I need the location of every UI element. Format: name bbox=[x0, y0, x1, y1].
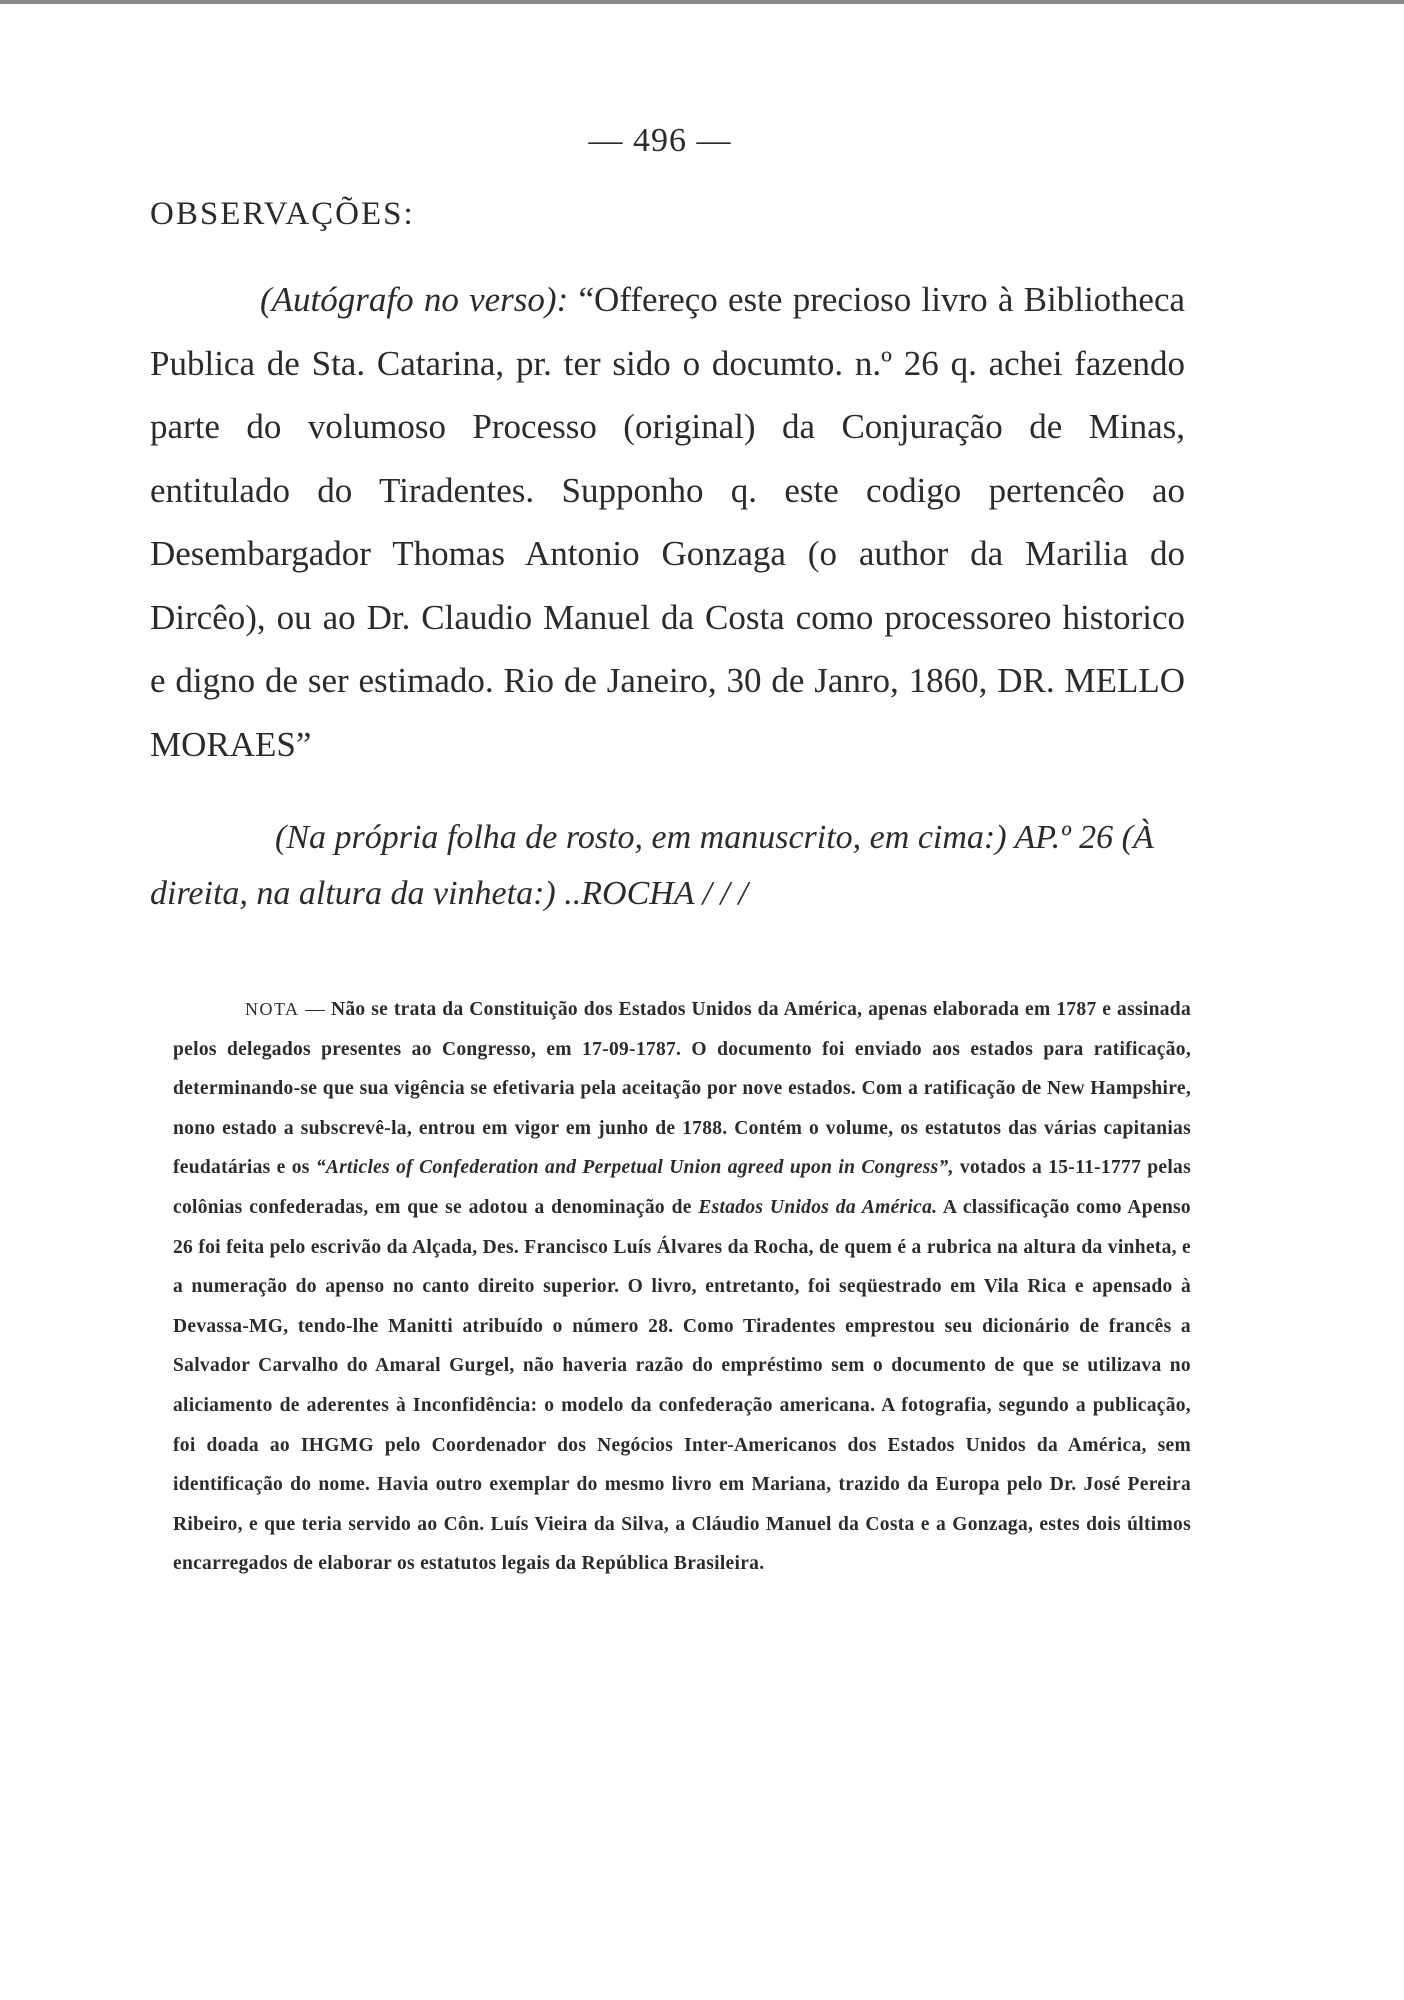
note-text-part3: A classificação como Apenso 26 foi feita pelo escrivão da Alçada, Des. Francisco Luís Álvares da Rocha, de quem é a rubrica na altura da vinheta, e a numeração do apenso no canto direito superior. O livro, entretanto, foi seqüestrado em Vila Rica e apensado à Devassa-MG, tendo-lhe Manitti atribuído o número 28. Como Tiradentes emprestou seu dicionário de francês a Salvador Carvalho do Amaral Gurgel, não haveria razão do empréstimo sem o documento de que se utilizava no aliciamento de aderentes à Inconfidência: o modelo da confederação americana. A fotografia, segundo a publicação, foi doada ao IHGMG pelo Coordenador dos Negócios Inter-Americanos dos Estados Unidos da América, sem identificação do nome. Havia outro exemplar do mesmo livro em Mariana, trazido da Europa pelo Dr. José Pereira Ribeiro, e que teria servido ao Côn. Luís Vieira da Silva, a Cláudio Manuel da Costa e a Gonzaga, estes dois últimos encarregados de elaborar os estatutos legais da República Brasileira. bbox=[173, 1196, 1191, 1575]
page-top-rule bbox=[0, 0, 1404, 4]
page-number: — 496 — bbox=[588, 122, 732, 159]
note-paragraph bbox=[173, 990, 1191, 1584]
autograph-quote: “Offereço este precioso livro à Bibliotheca Publica de Sta. Catarina, pr. ter sido o documto. n.º 26 q. achei fazendo parte do volumoso Processo (original) da Conjuração de Minas, entitulado do Tiradentes. Supponho q. este codigo pertencêo ao Desembargador Thomas Antonio Gonzaga (o author da Marilia do Dircêo), ou ao Dr. Claudio Manuel da Costa como processoreo historico e digno de ser estimado. Rio de Janeiro, 30 de Janro, 1860, DR. MELLO MORAES” bbox=[150, 280, 1186, 764]
note-articles-title: “Articles of Confederation and Perpetual Union agreed upon in Congress”, bbox=[315, 1157, 954, 1179]
note-dash: — bbox=[299, 999, 331, 1020]
note-estados-title: Estados Unidos da América. bbox=[698, 1196, 938, 1218]
note-text-part2: votados a 15-11-1777 pelas colônias confederadas, em que se adotou a denominação de bbox=[173, 1157, 1191, 1218]
manuscript-annotation: (Na própria folha de rosto, em manuscrito, em cima:) AP.º 26 (À direita, na altura da vinheta:) ..ROCHA / / / bbox=[150, 819, 1154, 912]
note-label: NOTA bbox=[245, 999, 300, 1019]
autograph-label: (Autógrafo no verso): bbox=[260, 280, 569, 319]
observations-heading: OBSERVAÇÕES: bbox=[150, 196, 415, 232]
autograph-paragraph bbox=[150, 268, 1185, 776]
note-text-part1: Não se trata da Constituição dos Estados Unidos da América, apenas elaborada em 1787 e assinada pelos delegados presentes ao Congresso, em 17-09-1787. O documento foi enviado aos estados para ratificação, determinando-se que sua vigência se efetivaria pela aceitação por nove estados. Com a ratificação de New Hampshire, nono estado a subscrevê-la, entrou em vigor em junho de 1788. Contém o volume, os estatutos das várias capitanias feudatárias e os bbox=[173, 999, 1191, 1179]
